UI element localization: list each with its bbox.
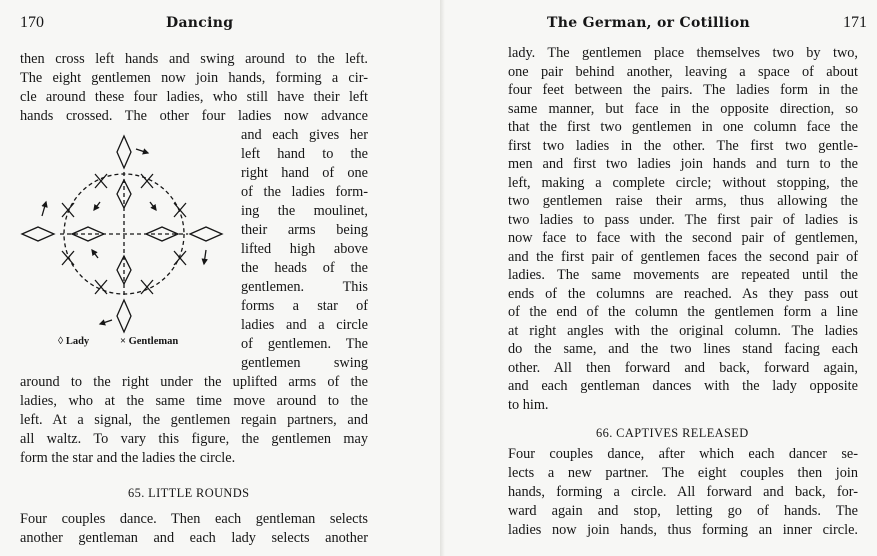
arrow-icon xyxy=(100,320,112,324)
text-line: The eight gentlemen now join hands, forming a cir- xyxy=(20,70,368,86)
gentleman-legend-label: Gentleman xyxy=(128,336,179,347)
gentleman-cross xyxy=(174,251,186,265)
text-line: men and first two ladies join hands and turn to the xyxy=(508,156,858,172)
text-line: Four couples dance. Then each gentleman selects xyxy=(20,511,368,527)
text-line: cle around these four ladies, who still have their left xyxy=(20,89,368,105)
text-line: Four couples dance, after which each dancer se- xyxy=(508,446,858,462)
text-line: another gentleman and each lady selects another xyxy=(20,530,368,546)
text-line: one pair behind another, leaving a space of about xyxy=(508,63,858,80)
text-line: and the first pair of gentlemen faces the second pair of xyxy=(508,248,858,265)
lady-diamond xyxy=(117,136,131,168)
text-line: ladies. The same movements are repeated until the xyxy=(508,267,858,283)
legend-lady xyxy=(58,336,89,347)
text-line: of gentlemen. The xyxy=(241,336,368,352)
text-line: ladies now join hands, thus forming an inner circle. xyxy=(508,522,858,538)
gentleman-cross xyxy=(174,203,186,217)
text-line: then cross left hands and swing around to the left. xyxy=(20,51,368,67)
text-line: first two ladies in the other. The first two gentle- xyxy=(508,137,858,154)
text-line: all waltz. To vary this figure, the gentlemen may xyxy=(20,431,368,447)
text-line: ing the moulinet, xyxy=(241,203,368,219)
text-line: hands, forming a circle. All forward and back, for- xyxy=(508,484,858,500)
lady-diamond xyxy=(190,227,222,241)
text-line: ends of the columns are reached. As they pass out xyxy=(508,285,858,302)
right-page xyxy=(445,0,877,556)
text-line: lady. The gentlemen place themselves two by two, xyxy=(508,45,858,61)
left-page-number: 170 xyxy=(20,14,44,31)
left-page-header xyxy=(20,14,368,34)
text-line: other. All then forward and back, forward again, xyxy=(508,359,858,376)
right-page-header xyxy=(475,14,867,34)
arrow-icon xyxy=(136,149,148,153)
arrow-icon xyxy=(204,250,206,264)
arrow-icon xyxy=(150,202,156,210)
text-line: ladies, who at the same time move around to the xyxy=(20,393,368,409)
text-line: and each gives her xyxy=(241,127,368,143)
right-page-number: 171 xyxy=(843,14,867,31)
arrow-icon xyxy=(94,202,100,210)
legend-gentleman xyxy=(120,336,178,347)
text-line: of the ladies form- xyxy=(241,184,368,200)
text-line: at right angles with the original column. The ladies xyxy=(508,322,858,339)
text-line: around to the right under the uplifted arms of the xyxy=(20,374,368,390)
text-line: forms a star of xyxy=(241,298,368,314)
text-line: to him. xyxy=(508,396,549,413)
text-line: of the end of the column the gentlemen form a line xyxy=(508,304,858,320)
text-line: the heads of the xyxy=(241,260,368,276)
text-line: ward again and stop, letting go of hands. The xyxy=(508,503,858,519)
section-heading-66: 66. CAPTIVES RELEASED xyxy=(596,426,749,440)
text-line: now face to face with the second pair of gentlemen, xyxy=(508,230,858,246)
text-line: hands crossed. The other four ladies now advance xyxy=(20,108,368,124)
text-line: left. At a signal, the gentlemen regain partners, and xyxy=(20,412,368,428)
text-line: that the first two gentlemen in one column face the xyxy=(508,119,858,135)
section-heading-65: 65. LITTLE ROUNDS xyxy=(128,486,250,500)
text-line: and each gentleman dances with the lady opposite xyxy=(508,378,858,394)
text-line: lects a new partner. The eight couples then join xyxy=(508,465,858,481)
right-running-title: The German, or Cotillion xyxy=(547,15,750,31)
text-line: form the star and the ladies the circle. xyxy=(20,450,236,466)
lady-legend-icon: ◊ xyxy=(58,336,64,347)
gentleman-cross xyxy=(62,203,74,217)
text-line: two ladies to pass under. The first pair of ladies is xyxy=(508,211,858,228)
text-line: two gentlemen raise their arms, thus allowing the xyxy=(508,193,858,209)
text-line: their arms being xyxy=(241,222,368,238)
arrow-icon xyxy=(42,202,46,216)
text-line: right hand of one xyxy=(241,165,368,181)
text-line: ladies and a circle xyxy=(241,317,368,333)
left-running-title: Dancing xyxy=(166,15,234,31)
lady-legend-label: Lady xyxy=(65,336,90,347)
arrow-icon xyxy=(92,250,98,258)
moulinet-diagram xyxy=(20,132,240,362)
text-line: left hand to the xyxy=(241,146,368,162)
lady-diamond xyxy=(117,300,131,332)
diagram-svg xyxy=(20,132,240,362)
text-line: gentlemen swing xyxy=(241,355,368,371)
text-line: four feet between the pairs. The ladies form in the xyxy=(508,82,858,98)
text-line: same manner, but face in the opposite direction, so xyxy=(508,100,858,117)
gentleman-cross xyxy=(62,251,74,265)
text-line: do the same, and the two lines stand facing each xyxy=(508,341,858,357)
lady-diamond xyxy=(22,227,54,241)
text-line: gentlemen. This xyxy=(241,279,368,295)
text-line: left, making a complete circle; without stopping, the xyxy=(508,174,858,191)
gentleman-legend-icon: × xyxy=(120,336,126,347)
text-line: lifted high above xyxy=(241,241,368,257)
